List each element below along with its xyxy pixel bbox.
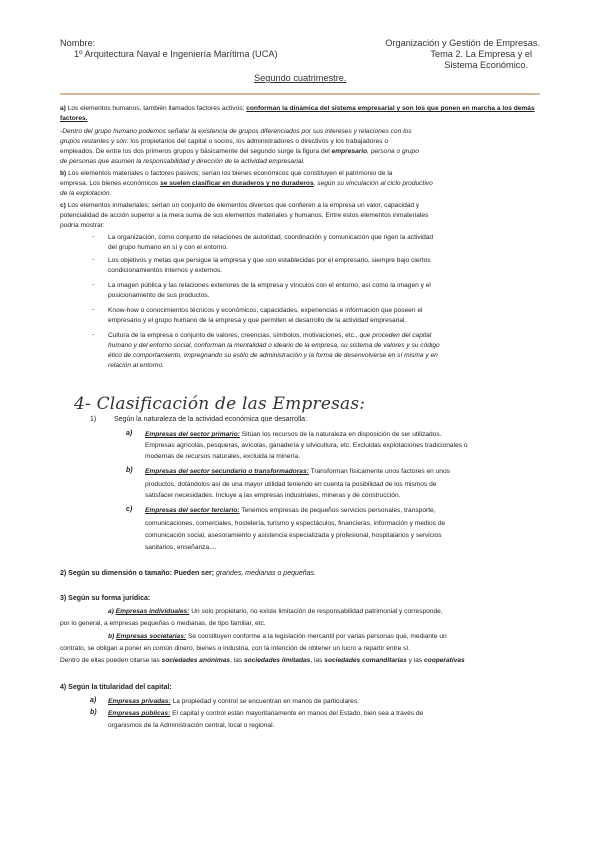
bullet-dash: - xyxy=(92,256,95,263)
bullet-2-line2: condicionamientos internos y externos. xyxy=(108,267,222,274)
bullet-5-line2: humano y del entorno social, conforman la mentalidad o ideario de la empresa, su sistema de valores y su código xyxy=(108,342,440,349)
section-heading: 4- Clasificación de las Empresas: xyxy=(74,394,366,414)
sub-c-line3: comunicación social, asesoramiento y asistencia especializada y profesional, hospitalarios y servicios xyxy=(145,532,442,539)
item-4b-line2: organismos de la Administración central, local o regional. xyxy=(108,722,275,729)
item-4b-line1: Empresas públicas: El capital y control están mayoritariamente en manos del Estado, bien sea a través de xyxy=(108,710,424,717)
sub-a-line2: Empresas agrícolas, pesqueras, avícolas, ganadería y silvicultura, etc. Excluidas explotaciones tradicionales o xyxy=(145,442,468,449)
bullet-3-line2: posicionamiento de sus productos. xyxy=(108,292,210,299)
bullet-4-line2: empresario y el grupo humano de la empresa y que permiten el desarrollo de la actividad empresarial. xyxy=(108,317,407,324)
course-label: 1º Arquitectura Naval e Ingeniería Marítima (UCA) xyxy=(74,49,278,59)
paragraph-a-line4: de personas que asumen la responsabilidad y dirección de la actividad empresarial. xyxy=(60,158,305,165)
paragraph-b: b) Los elementos materiales o factores pasivos; serían los bienes económicos que constituyen el patrimonio de la xyxy=(60,170,393,177)
bullet-5-line4: relación al entorno. xyxy=(108,362,165,369)
sub-c-line4: sanitarios, enseñanza.... xyxy=(145,544,217,551)
item-3b-line2: contrato, se obligan a poner en común dinero, bienes o industria, con la intención de obtener un lucro a repartir entre sí. xyxy=(60,645,411,652)
subject-label: Organización y Gestión de Empresas. xyxy=(385,38,540,48)
quarter-label: Segundo cuatrimestre. xyxy=(254,73,347,83)
paragraph-a-line3: empleados. De entre los dos primeros grupos y básicamente del segundo surge la figura del empresario, persona o grupo xyxy=(60,148,419,155)
item-1-text: Según la naturaleza de la actividad económica que desarrolla: xyxy=(114,416,308,423)
name-label: Nombre: xyxy=(60,38,96,48)
item-3a-line1: a) Empresas individuales: Un solo propietario, no existe limitación de responsabilidad patrimonial y corresponde, xyxy=(108,608,443,615)
bullet-dash: - xyxy=(92,233,95,240)
item-3b-line3: Dentro de ellas pueden citarse las sociedades anónimas, las sociedades limitadas, las sociedades comanditarias y las cooperativas xyxy=(60,657,465,664)
item-3b-line1: b) Empresas societarias: Se constituyen conforme a la legislación mercantil por varias personas que, mediante un xyxy=(108,633,447,640)
topic-label-2: Sistema Económico. xyxy=(444,60,528,70)
item-4: 4) Según la titularidad del capital: xyxy=(60,684,172,691)
sub-b-line3: satisfacer necesidades. Incluye a las empresas industriales, mineras y de construcción. xyxy=(145,492,401,499)
bullet-2-line1: Los objetivos y metas que persigue la empresa y que son establecidas por el empresario, siempre bajo ciertos xyxy=(108,257,431,264)
paragraph-a-line2: grupos restantes y son: los propietarios del capital o socios, los administradores o directivos y los trabajadores o xyxy=(60,138,389,145)
bullet-dash: - xyxy=(92,331,95,338)
bullet-dash: - xyxy=(92,281,95,288)
item-4b-label: b) xyxy=(90,709,97,716)
bullet-3-line1: La imagen pública y las relaciones exteriores de la empresa y vínculos con el entorno, así como la imagen y el xyxy=(108,282,431,289)
sub-c-line1: Empresas del sector terciario: Tenemos empresas de pequeños servicios personales, transporte, xyxy=(145,507,436,514)
paragraph-c: c) Los elementos inmateriales; serían un conjunto de elementos diversos que confieren a la empresa un valor, capacidad y xyxy=(60,202,420,209)
item-1-number: 1) xyxy=(90,416,97,423)
item-3a-line2: por lo general, a empresas pequeñas o medianas, de tipo familiar, etc. xyxy=(60,620,266,627)
item-2: 2) Según su dimensión o tamaño: Pueden ser; grandes, medianas o pequeñas. xyxy=(60,570,317,577)
divider xyxy=(60,93,540,95)
paragraph-c-line2: potencialidad de acción superior a la mera suma de sus elementos materiales y humanos. Entre estos elementos inmateriales xyxy=(60,212,429,219)
sub-b-label: b) xyxy=(126,467,133,474)
bullet-5-line3: ético de comportamiento, impregnando su estilo de administración y la forma de desenvolverse en sí misma y en xyxy=(108,352,438,359)
paragraph-a: a) Los elementos humanos, también llamados factores activos; conforman la dinámica del sistema empresarial y son los que ponen en marcha a los demás factores. xyxy=(60,105,535,122)
paragraph-a-italic: -Dentro del grupo humano podemos señalar la existencia de grupos diferenciados por sus intereses y relaciones con los xyxy=(60,128,412,135)
bullet-5-line1: Cultura de la empresa o conjunto de valores, creencias, símbolos, motivaciones, etc., que proceden del capital xyxy=(108,332,432,339)
bullet-dash: - xyxy=(92,306,95,313)
sub-c-line2: comunicaciones, comerciales, hostelería, turismo y espectáculos, financieras, información y medios de xyxy=(145,520,446,527)
item-3: 3) Según su forma jurídica: xyxy=(60,595,151,602)
sub-b-line2: productos, dotándolos así de una mayor utilidad teniendo en cuenta la posibilidad de los mismos de xyxy=(145,481,437,488)
bullet-1-line1: La organización, como conjunto de relaciones de autoridad, coordinación y comunicación que rigen la actividad xyxy=(108,234,434,241)
sub-c-label: c) xyxy=(126,506,133,513)
bullet-1-line2: del grupo humano en sí y con el entorno. xyxy=(108,244,228,251)
bullet-4-line1: Know-how o conocimientos técnicos y económicos, capacidades, experiencias e información que poseen el xyxy=(108,307,423,314)
topic-label: Tema 2. La Empresa y el xyxy=(430,49,532,59)
sub-b-line1: Empresas del sector secundario o transformadoras: Transforman físicamente unos factores en unos xyxy=(145,468,450,475)
sub-a-line3: modernas de recursos naturales, excluida la minería. xyxy=(145,453,301,460)
paragraph-b-line3: de la explotación. xyxy=(60,190,112,197)
item-4a-label: a) xyxy=(90,697,97,704)
item-4a: Empresas privadas: La propiedad y control se encuentran en manos de particulares. xyxy=(108,698,360,705)
paragraph-c-line3: podría mostrar: xyxy=(60,222,105,229)
sub-a-line1: Empresas del sector primario: Sitúan los recursos de la naturaleza en disposición de ser utilizados. xyxy=(145,431,442,438)
sub-a-label: a) xyxy=(126,430,133,437)
paragraph-b-line2: empresa. Los bienes económicos se suelen clasificar en duraderos y no duraderos, según su vinculación al ciclo productivo xyxy=(60,180,433,187)
